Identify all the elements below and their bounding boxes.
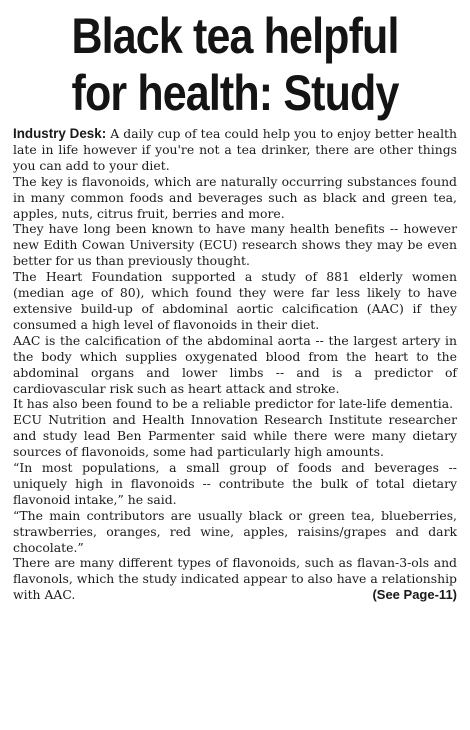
paragraph-10 bbox=[13, 555, 457, 603]
paragraph-7: ECU Nutrition and Health Innovation Research Institute researcher and study lead Ben Parmenter said while there were many dietary sources of flavonoids, some had particularly high amounts. bbox=[13, 412, 457, 460]
headline bbox=[44, 8, 426, 122]
continuation-link[interactable]: (See Page-11) bbox=[372, 587, 457, 603]
paragraph-6: It has also been found to be a reliable predictor for late-life dementia. bbox=[13, 396, 454, 412]
paragraph-9: “The main contributors are usually black or green tea, blueberries, strawberries, oranges, red wine, apples, raisins/grapes and dark chocolate.” bbox=[13, 507, 457, 555]
paragraph-3: They have long been known to have many health benefits -- however new Edith Cowan University (ECU) research shows they may be even better for us than previously thought. bbox=[13, 221, 457, 269]
headline-line-2: for health: Study bbox=[71, 65, 399, 121]
paragraph-10-text: There are many different types of flavonoids, such as flavan-3-ols and flavonols, which the study indicated appear to also have a relationship with AAC. bbox=[13, 555, 457, 603]
byline: Industry Desk: bbox=[13, 126, 107, 141]
paragraph-1 bbox=[13, 126, 457, 174]
paragraph-4: The Heart Foundation supported a study of 881 elderly women (median age of 80), which found they were far less likely to have extensive build-up of abdominal aortic calcification (AAC) if they consumed a high level of flavonoids in their diet. bbox=[13, 269, 457, 332]
paragraph-2: The key is flavonoids, which are naturally occurring substances found in many common foods and beverages such as black and green tea, apples, nuts, citrus fruit, berries and more. bbox=[13, 173, 457, 221]
headline-line-1: Black tea helpful bbox=[71, 8, 399, 64]
paragraph-8: “In most populations, a small group of foods and beverages -- uniquely high in flavonoids -- contribute the bulk of total dietary flavonoid intake,” he said. bbox=[13, 460, 457, 507]
paragraph-1-text: A daily cup of tea could help you to enjoy better health late in life however if you're not a tea drinker, there are other things you can add to your diet. bbox=[13, 126, 458, 173]
paragraph-5: AAC is the calcification of the abdominal aorta -- the largest artery in the body which supplies oxygenated blood from the heart to the abdominal organs and lower limbs -- and is a predictor of cardiovascular risk such as heart attack and stroke. bbox=[13, 332, 457, 396]
article-body bbox=[13, 126, 457, 603]
